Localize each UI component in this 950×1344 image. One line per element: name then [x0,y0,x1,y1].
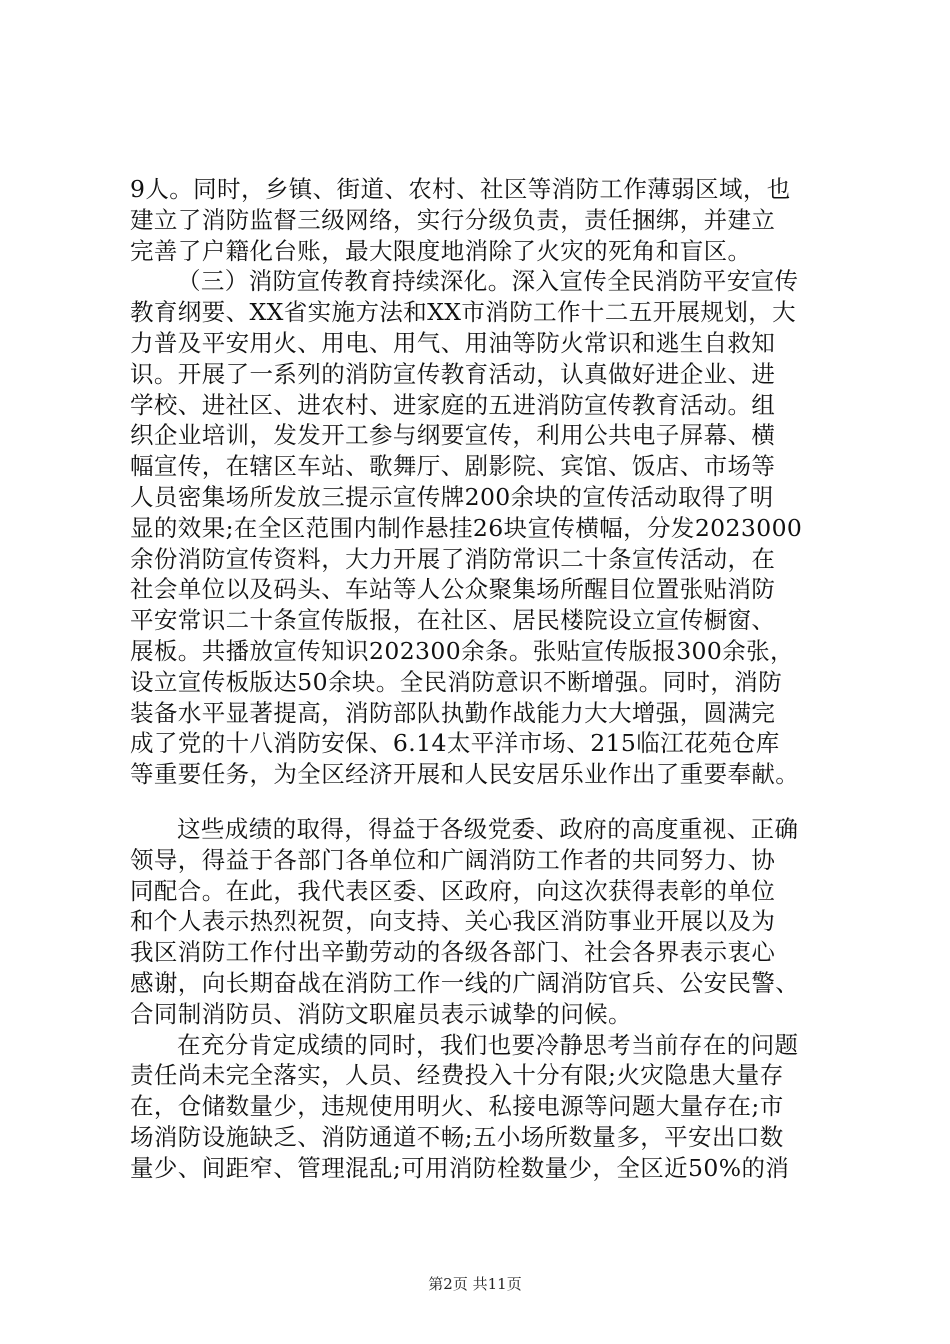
text-line: 人员密集场所发放三提示宣传牌200余块的宣传活动取得了明 [130,482,774,511]
body-text-block-1 [130,174,830,790]
paragraph-start-line: 在充分肯定成绩的同时，我们也要冷静思考当前存在的问题 [177,1030,799,1059]
text-line: 领导，得益于各部门各单位和广阔消防工作者的共同努力、协 [130,845,776,874]
text-line: 成了党的十八消防安保、6.14太平洋市场、215临江花苑仓库 [130,729,780,758]
page-footer [0,1275,950,1293]
text-line: 识。开展了一系列的消防宣传教育活动，认真做好进企业、进 [130,359,776,388]
text-line: 完善了户籍化台账，最大限度地消除了火灾的死角和盲区。 [130,236,752,265]
text-line: 展板。共播放宣传知识202300余条。张贴宣传版报300余张， [130,636,794,665]
text-line: 织企业培训，发发开工参与纲要宣传，利用公共电子屏幕、横 [130,421,776,450]
text-line: 显的效果;在全区范围内制作悬挂26块宣传横幅，分发2023000 [130,513,803,542]
text-line: 设立宣传板版达50余块。全民消防意识不断增强。同时，消防 [130,667,783,696]
text-line: 感谢，向长期奋战在消防工作一线的广阔消防官兵、公安民警、 [130,968,800,997]
text-line: 在，仓储数量少，违规使用明火、私接电源等问题大量存在;市 [130,1092,784,1121]
text-line: 余份消防宣传资料，大力开展了消防常识二十条宣传活动，在 [130,544,776,573]
paragraph-start-line: 这些成绩的取得，得益于各级党委、政府的高度重视、正确 [177,815,799,843]
text-line: 装备水平显著提高，消防部队执勤作战能力大大增强，圆满完 [130,698,776,727]
text-line: 场消防设施缺乏、消防通道不畅;五小场所数量多，平安出口数 [130,1122,784,1151]
text-line: 量少、间距窄、管理混乱;可用消防栓数量少，全区近50%的消 [130,1153,790,1182]
text-line: 9人。同时，乡镇、街道、农村、社区等消防工作薄弱区域，也 [130,175,791,203]
text-line: 幅宣传，在辖区车站、歌舞厅、剧影院、宾馆、饭店、市场等 [130,452,776,481]
text-line: 同配合。在此，我代表区委、区政府，向这次获得表彰的单位 [130,876,776,905]
text-line: 和个人表示热烈祝贺，向支持、关心我区消防事业开展以及为 [130,907,776,936]
text-line: 平安常识二十条宣传版报，在社区、居民楼院设立宣传橱窗、 [130,606,776,635]
text-line: 社会单位以及码头、车站等人公众聚集场所醒目位置张贴消防 [130,575,776,604]
text-line: 学校、进社区、进农村、进家庭的五进消防宣传教育活动。组 [130,390,776,419]
body-text-block-2 [130,814,830,1184]
text-line: 等重要任务，为全区经济开展和人民安居乐业作出了重要奉献。 [130,760,800,789]
text-line: 教育纲要、XX省实施方法和XX市消防工作十二五开展规划，大 [130,298,797,327]
paragraph-start-line: （三）消防宣传教育持续深化。深入宣传全民消防平安宣传 [177,267,799,296]
page-number-label: 第2页 共11页 [428,1275,522,1293]
text-line: 责任尚未完全落实，人员、经费投入十分有限;火灾隐患大量存 [130,1061,784,1090]
text-line: 力普及平安用火、用电、用气、用油等防火常识和逃生自救知 [130,328,776,357]
text-line: 我区消防工作付出辛勤劳动的各级各部门、社会各界表示衷心 [130,938,776,967]
text-line: 合同制消防员、消防文职雇员表示诚挚的问候。 [130,999,632,1028]
text-line: 建立了消防监督三级网络，实行分级负责，责任捆绑，并建立 [130,205,776,234]
